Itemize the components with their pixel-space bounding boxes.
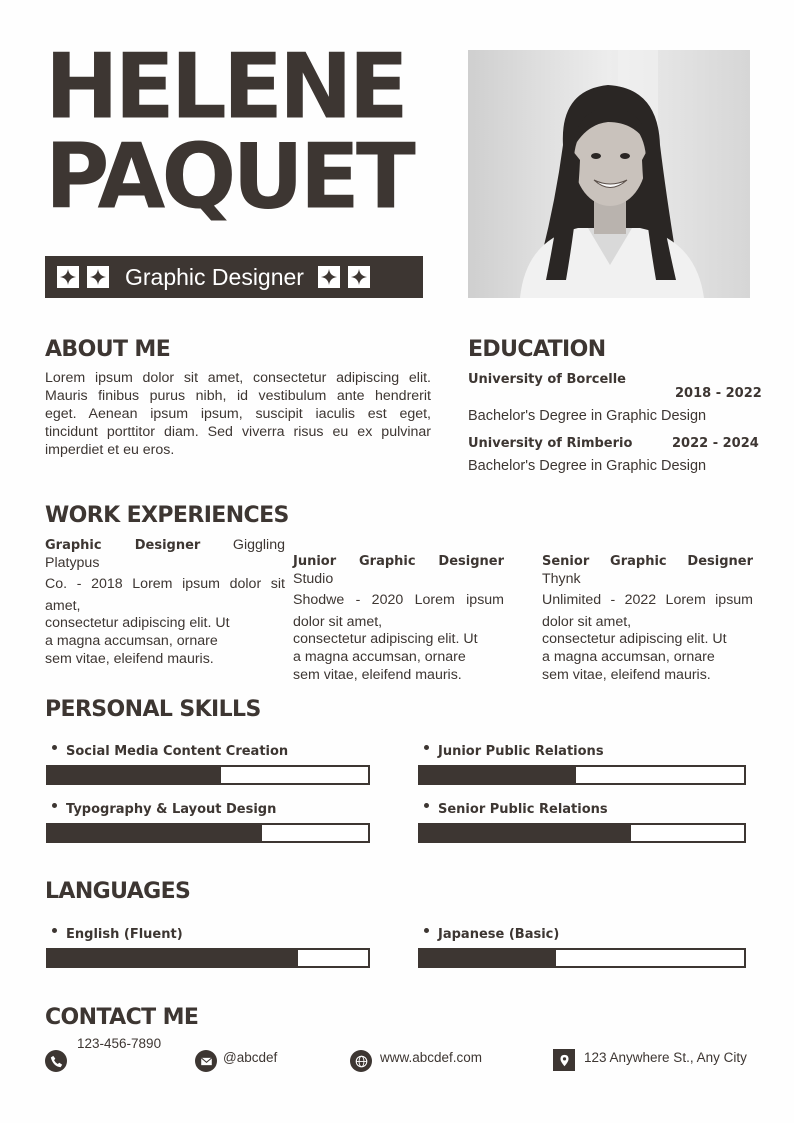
contact-address: 123 Anywhere St., Any City bbox=[584, 1050, 747, 1065]
phone-icon bbox=[45, 1050, 67, 1072]
work-line: a magna accumsan, ornare bbox=[45, 632, 218, 649]
skill-bar bbox=[46, 765, 370, 785]
work-heading: WORK EXPERIENCES bbox=[45, 503, 289, 528]
skill-label: Social Media Content Creation bbox=[52, 744, 288, 759]
work-company: Giggling Platypus bbox=[45, 537, 285, 571]
sparkle-icon bbox=[348, 266, 370, 288]
language-bar bbox=[418, 948, 746, 968]
skill-label: Senior Public Relations bbox=[424, 802, 608, 817]
skill-bar bbox=[418, 823, 746, 843]
work-line: amet, bbox=[45, 597, 81, 614]
work-role: Graphic Designer bbox=[45, 538, 201, 553]
language-label: English (Fluent) bbox=[52, 927, 183, 942]
language-bar-fill bbox=[48, 950, 298, 966]
skill-bar-fill bbox=[48, 767, 221, 783]
languages-heading: LANGUAGES bbox=[45, 879, 191, 904]
about-line: imperdiet et eu eros. bbox=[45, 442, 175, 458]
sparkle-icon bbox=[87, 266, 109, 288]
skill-bar-fill bbox=[420, 825, 631, 841]
education-degree: Bachelor's Degree in Graphic Design bbox=[468, 458, 707, 474]
contact-phone: 123-456-7890 bbox=[77, 1036, 162, 1051]
education-years: 2022 - 2024 bbox=[672, 436, 759, 451]
about-line: tincidunt porttitor diam. Sed viverra risus eu ex pulvinar bbox=[45, 424, 431, 440]
bullet-icon bbox=[52, 928, 57, 933]
skill-label: Junior Public Relations bbox=[424, 744, 604, 759]
location-icon bbox=[553, 1049, 575, 1071]
work-line: Shodwe - 2020 Lorem ipsum bbox=[293, 592, 504, 609]
work-role: Junior Graphic Designer bbox=[293, 554, 504, 569]
job-title: Graphic Designer bbox=[125, 263, 304, 290]
about-heading: ABOUT ME bbox=[45, 337, 171, 362]
work-line: sem vitae, eleifend mauris. bbox=[542, 666, 711, 683]
contact-heading: CONTACT ME bbox=[45, 1005, 199, 1030]
work-entry bbox=[45, 537, 285, 668]
work-line: sem vitae, eleifend mauris. bbox=[293, 666, 462, 683]
contact-social: @abcdef bbox=[223, 1050, 278, 1065]
first-name: HELENE bbox=[45, 34, 405, 140]
role-banner bbox=[45, 256, 423, 298]
skill-label: Typography & Layout Design bbox=[52, 802, 276, 817]
skills-heading: PERSONAL SKILLS bbox=[45, 697, 261, 722]
work-line: consectetur adipiscing elit. Ut bbox=[45, 615, 230, 632]
bullet-icon bbox=[424, 803, 429, 808]
about-line: eget. Aenean ipsum ipsum, suscipit iaculis est eget, bbox=[45, 406, 431, 422]
work-entry bbox=[293, 553, 504, 684]
about-line: Mauris finibus purus nibh, id vestibulum ante hendrerit bbox=[45, 388, 431, 404]
email-icon bbox=[195, 1050, 217, 1072]
education-degree: Bachelor's Degree in Graphic Design bbox=[468, 408, 707, 424]
education-school: University of Rimberio bbox=[468, 436, 633, 451]
contact-website: www.abcdef.com bbox=[380, 1050, 483, 1065]
work-line: consectetur adipiscing elit. Ut bbox=[542, 631, 727, 648]
sparkle-icon bbox=[318, 266, 340, 288]
profile-photo bbox=[468, 50, 750, 298]
education-heading: EDUCATION bbox=[468, 337, 606, 362]
candidate-name bbox=[45, 34, 455, 229]
work-line: dolor sit amet, bbox=[293, 613, 383, 630]
language-bar bbox=[46, 948, 370, 968]
about-text bbox=[45, 369, 431, 459]
work-line: Unlimited - 2022 Lorem ipsum bbox=[542, 592, 753, 609]
skill-bar bbox=[418, 765, 746, 785]
work-line: dolor sit amet, bbox=[542, 613, 632, 630]
work-line: Co. - 2018 Lorem ipsum dolor sit bbox=[45, 576, 285, 593]
last-name: PAQUET bbox=[45, 123, 412, 229]
education-years: 2018 - 2022 bbox=[675, 386, 762, 401]
bullet-icon bbox=[424, 928, 429, 933]
education-school: University of Borcelle bbox=[468, 372, 626, 387]
work-line: sem vitae, eleifend mauris. bbox=[45, 650, 214, 667]
language-bar-fill bbox=[420, 950, 556, 966]
about-line: Lorem ipsum dolor sit amet, consectetur adipiscing elit. bbox=[45, 370, 431, 386]
work-role: Senior Graphic Designer bbox=[542, 554, 753, 569]
bullet-icon bbox=[52, 745, 57, 750]
sparkle-icon bbox=[57, 266, 79, 288]
work-line: a magna accumsan, ornare bbox=[542, 648, 715, 665]
work-line: a magna accumsan, ornare bbox=[293, 648, 466, 665]
globe-icon bbox=[350, 1050, 372, 1072]
skill-bar bbox=[46, 823, 370, 843]
bullet-icon bbox=[424, 745, 429, 750]
work-entry bbox=[542, 553, 753, 684]
skill-bar-fill bbox=[420, 767, 576, 783]
work-company: Studio bbox=[293, 570, 334, 587]
skill-bar-fill bbox=[48, 825, 262, 841]
bullet-icon bbox=[52, 803, 57, 808]
work-company: Thynk bbox=[542, 570, 581, 587]
work-line: consectetur adipiscing elit. Ut bbox=[293, 631, 478, 648]
language-label: Japanese (Basic) bbox=[424, 927, 559, 942]
